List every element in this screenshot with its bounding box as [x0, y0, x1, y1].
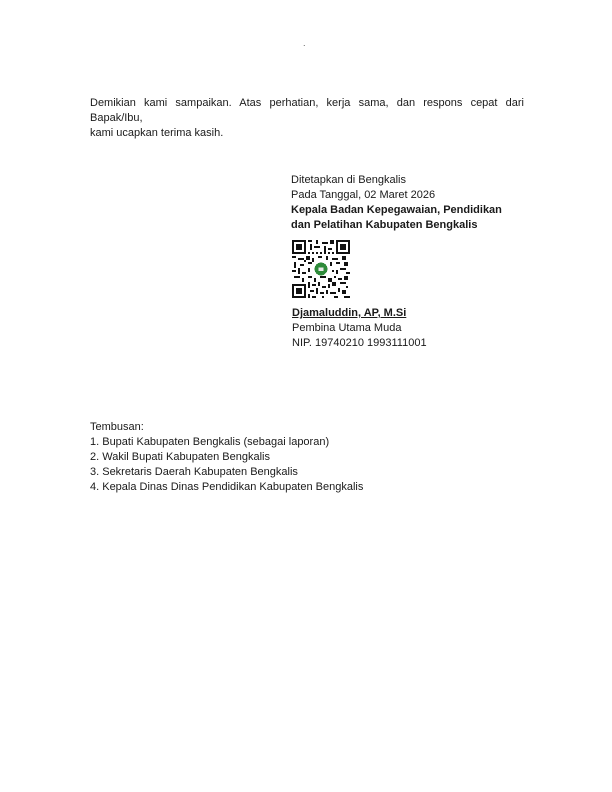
closing-line-2: kami ucapkan terima kasih.	[90, 127, 224, 139]
signature-position-line-2: dan Pelatihan Kabupaten Bengkalis	[291, 219, 478, 231]
signer-nip: NIP. 19740210 1993111001	[292, 337, 427, 349]
signer-rank: Pembina Utama Muda	[292, 322, 402, 334]
signature-place: Ditetapkan di Bengkalis	[291, 174, 406, 186]
tembusan-heading: Tembusan:	[90, 421, 144, 433]
header-mark: .	[303, 38, 306, 48]
tembusan-list	[90, 435, 363, 495]
closing-paragraph	[90, 96, 524, 141]
signature-date: Pada Tanggal, 02 Maret 2026	[291, 189, 436, 201]
qr-code-icon	[292, 240, 350, 298]
signature-block	[291, 173, 502, 233]
list-item: 1. Bupati Kabupaten Bengkalis (sebagai laporan)	[90, 436, 330, 448]
tembusan-section	[90, 420, 363, 495]
signer-name: Djamaluddin, AP, M.Si	[292, 307, 407, 319]
list-item: 4. Kepala Dinas Dinas Pendidikan Kabupaten Bengkalis	[90, 481, 364, 493]
signer-block	[292, 306, 427, 351]
signature-position-line-1: Kepala Badan Kepegawaian, Pendidikan	[291, 204, 502, 216]
closing-line-1: Demikian kami sampaikan. Atas perhatian, kerja sama, dan respons cepat dari Bapak/Ibu,	[90, 97, 524, 124]
list-item: 3. Sekretaris Daerah Kabupaten Bengkalis	[90, 466, 298, 478]
list-item: 2. Wakil Bupati Kabupaten Bengkalis	[90, 451, 270, 463]
